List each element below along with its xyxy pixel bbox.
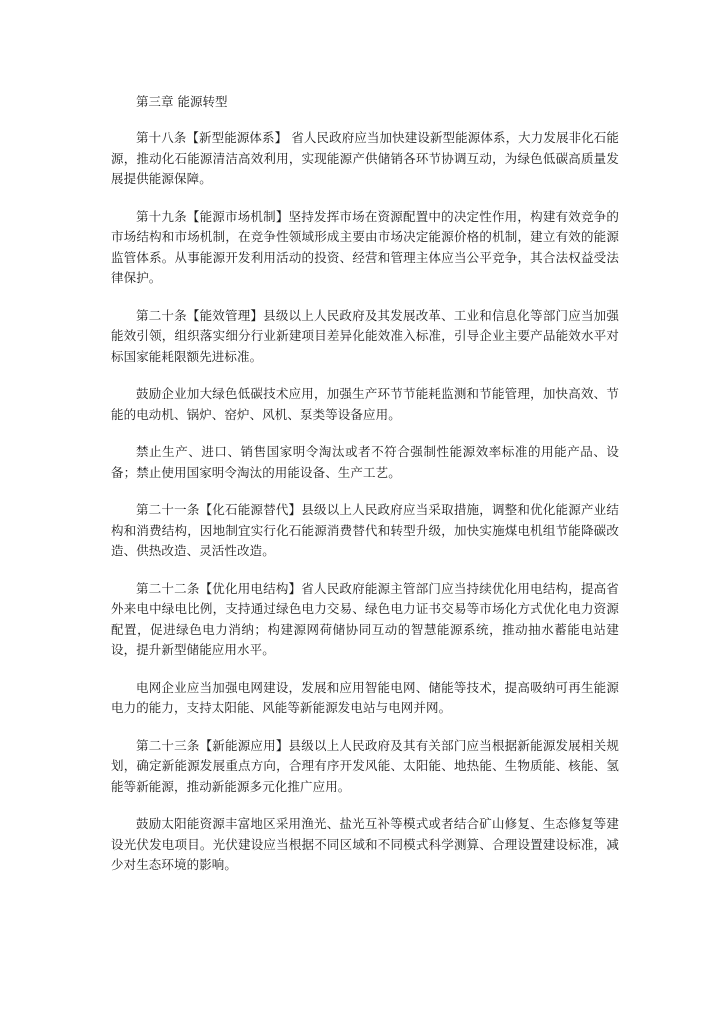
article-22-paragraph: 第二十二条【优化用电结构】省人民政府能源主管部门应当持续优化用电结构，提高省外来电中绿电比例，支持通过绿色电力交易、绿色电力证书交易等市场化方式优化电力资源配置，促进绿色电力消纳；构建源网荷储协同互动的智慧能源系统，推动抽水蓄能电站建设，提升新型储能应用水平。 bbox=[111, 580, 619, 657]
document-page bbox=[111, 93, 619, 893]
article-23-paragraph: 第二十三条【新能源应用】县级以上人民政府及其有关部门应当根据新能源发展相关规划，确定新能源发展重点方向，合理有序开发风能、太阳能、地热能、生物质能、核能、氢能等新能源，推动新能源多元化推广应用。 bbox=[111, 737, 619, 794]
article-19-paragraph: 第十九条【能源市场机制】坚持发挥市场在资源配置中的决定性作用，构建有效竞争的市场结构和市场机制，在竞争性领域形成主要由市场决定能源价格的机制，建立有效的能源监管体系。从事能源开发利用活动的投资、经营和管理主体应当公平竞争，其合法权益受法律保护。 bbox=[111, 208, 619, 285]
article-21-paragraph: 第二十一条【化石能源替代】县级以上人民政府应当采取措施，调整和优化能源产业结构和消费结构，因地制宜实行化石能源消费替代和转型升级，加快实施煤电机组节能降碳改造、供热改造、灵活性改造。 bbox=[111, 502, 619, 558]
chapter-heading: 第三章 能源转型 bbox=[136, 94, 228, 109]
article-23-paragraph-2: 鼓励太阳能资源丰富地区采用渔光、盐光互补等模式或者结合矿山修复、生态修复等建设光伏发电项目。光伏建设应当根据不同区域和不同模式科学测算、合理设置建设标准，减少对生态环境的影响。 bbox=[111, 816, 619, 872]
article-20-paragraph-2: 鼓励企业加大绿色低碳技术应用，加强生产环节节能耗监测和节能管理，加快高效、节能的电动机、锅炉、窑炉、风机、泵类等设备应用。 bbox=[111, 386, 619, 422]
article-18-paragraph: 第十八条【新型能源体系】 省人民政府应当加快建设新型能源体系，大力发展非化石能源，推动化石能源清洁高效利用，实现能源产供储销各环节协调互动，为绿色低碳高质量发展提供能源保障。 bbox=[111, 130, 619, 186]
article-20-paragraph-3: 禁止生产、进口、销售国家明令淘汰或者不符合强制性能源效率标准的用能产品、设备；禁止使用国家明令淘汰的用能设备、生产工艺。 bbox=[111, 444, 619, 480]
article-20-paragraph: 第二十条【能效管理】县级以上人民政府及其发展改革、工业和信息化等部门应当加强能效引领，组织落实细分行业新建项目差异化能效准入标准，引导企业主要产品能效水平对标国家能耗限额先进标准。 bbox=[111, 307, 619, 364]
article-22-paragraph-2: 电网企业应当加强电网建设，发展和应用智能电网、储能等技术，提高吸纳可再生能源电力的能力，支持太阳能、风能等新能源发电站与电网并网。 bbox=[111, 679, 619, 715]
